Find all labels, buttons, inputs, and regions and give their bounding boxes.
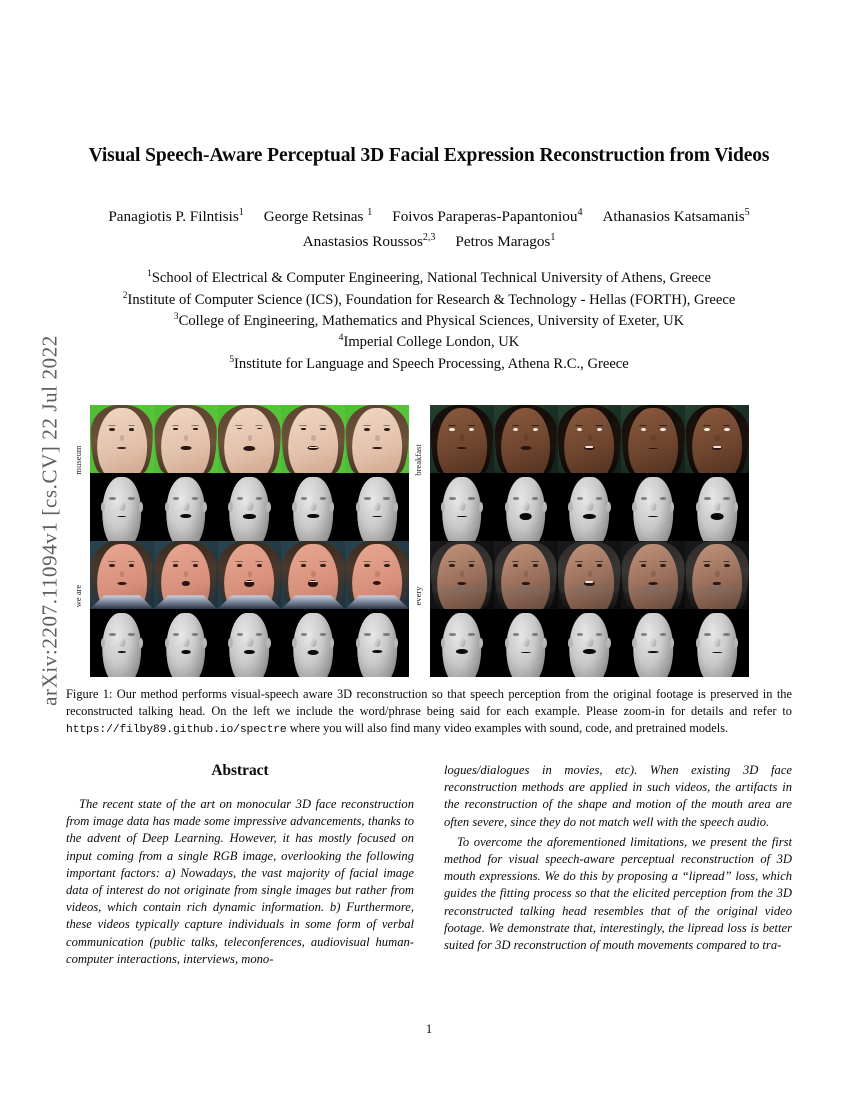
abstract-paragraph: The recent state of the art on monocular 3D face reconstruction from image data has made some impressive advancements, thanks to the advent of Deep Learning. However, it has mostly focused on input coming from a single RGB image, overlooking the following important factors: a) Nowadays, the vast majority of facial image data of interest do not originate from single images but rather from videos, which contain rich dynamic information. b) Furthermore, these videos typically capture individuals in some form of verbal communication (public talks, teleconferences, audiovisual human-computer interactions, interviews, mono- (66, 797, 414, 966)
figure-cell (345, 541, 409, 609)
figure-cell (494, 473, 558, 541)
figure-cell (90, 609, 154, 677)
author-affiliation-marker: 1 (238, 206, 244, 218)
affiliation-marker: 4 (338, 332, 344, 344)
figure-cell (345, 473, 409, 541)
author-name: Athanasios Katsamanis (602, 207, 745, 225)
affiliation-item (66, 290, 792, 311)
author-affiliation-marker: 4 (577, 206, 583, 218)
author-entry (108, 205, 243, 230)
figure-row-mesh-we-are (90, 609, 409, 677)
figure-cell (281, 541, 345, 609)
author-entry (392, 205, 582, 230)
author-row-2 (66, 230, 792, 255)
author-entry (264, 205, 373, 230)
author-name: Anastasios Roussos (302, 232, 423, 250)
author-affiliation-marker: 1 (367, 206, 373, 218)
figure-row-label-every: every (413, 586, 423, 606)
author-name: Panagiotis P. Filntisis (108, 207, 239, 225)
page-title: Visual Speech-Aware Perceptual 3D Facial Expression Reconstruction from Videos (88, 145, 770, 166)
abstract-column-left (66, 762, 414, 968)
affiliation-text: Institute for Language and Speech Processing, Athena R.C., Greece (234, 355, 629, 372)
affiliation-item (66, 311, 792, 332)
affiliation-marker: 1 (147, 268, 152, 280)
abstract-paragraph: To overcome the aforementioned limitations, we present the first method for visual speech-aware perceptual reconstruction of 3D mouth expressions. We do this by proposing a “lipread” loss, which guides the fitting process so that the elicited perception from the 3D reconstructed talking head resembles that of the original video footage. We demonstrate that, interestingly, the lipread loss is better suited for 3D reconstruction of mouth movements compared to tra- (444, 834, 792, 952)
abstract-column-right (444, 762, 792, 954)
figure-caption-url[interactable]: https://filby89.github.io/spectre (66, 723, 287, 736)
figure-cell (90, 405, 154, 473)
figure-cell (685, 405, 749, 473)
figure-cell (430, 609, 494, 677)
figure-cell (558, 541, 622, 609)
figure-cell (154, 473, 218, 541)
abstract-heading: Abstract (211, 762, 269, 779)
figure-cell (494, 405, 558, 473)
figure-cell (558, 405, 622, 473)
figure-row-mesh-museum (90, 473, 409, 541)
figure-row-label-breakfast: breakfast (413, 444, 423, 476)
author-entry (303, 230, 436, 255)
affiliation-list (66, 268, 792, 375)
arxiv-stamp-text: arXiv:2207.11094v1 [cs.CV] 22 Jul 2022 (37, 335, 62, 706)
figure-row-mesh-breakfast (430, 473, 749, 541)
paper-page (66, 0, 792, 1100)
figure-cell (218, 473, 282, 541)
figure-cell (345, 405, 409, 473)
author-list (66, 205, 792, 254)
author-affiliation-marker: 5 (744, 206, 750, 218)
figure-cell (430, 405, 494, 473)
author-row-1 (66, 205, 792, 230)
figure-cell (90, 473, 154, 541)
affiliation-marker: 2 (122, 289, 128, 301)
figure-cell (218, 609, 282, 677)
affiliation-marker: 5 (229, 354, 235, 366)
figure-cell (430, 473, 494, 541)
figure-cell (621, 609, 685, 677)
author-entry (602, 205, 749, 230)
affiliation-text: Institute of Computer Science (ICS), Foundation for Research & Technology - Hellas (FORTH), Greece (127, 291, 736, 308)
figure-cell (154, 541, 218, 609)
figure-cell (281, 473, 345, 541)
figure-cell (430, 541, 494, 609)
figure-row-label-museum: museum (73, 445, 83, 475)
figure-cell (154, 405, 218, 473)
figure-row-video-we-are (90, 541, 409, 609)
affiliation-marker: 3 (173, 311, 179, 323)
figure-cell (685, 541, 749, 609)
figure-cell (154, 609, 218, 677)
abstract-section (66, 762, 792, 1022)
figure-cell (621, 473, 685, 541)
affiliation-item (66, 354, 792, 375)
abstract-body-left (66, 796, 414, 968)
abstract-paragraph: logues/dialogues in movies, etc). When existing 3D face reconstruction methods are applied in such videos, the artifacts in the reconstruction of the shape and motion of the mouth area are often severe, since they do not match well with the speech audio. (444, 763, 792, 829)
figure-row-video-every (430, 541, 749, 609)
figure-row-video-museum (90, 405, 409, 473)
author-name: Foivos Paraperas-Papantoniou (392, 207, 578, 225)
figure-cell (345, 609, 409, 677)
figure-cell (494, 541, 558, 609)
figure-1 (66, 405, 792, 677)
affiliation-text: Imperial College London, UK (343, 334, 520, 351)
figure-cell (621, 405, 685, 473)
figure-row-mesh-every (430, 609, 749, 677)
figure-cell (281, 405, 345, 473)
figure-panel-right (430, 405, 749, 677)
abstract-body-right (444, 762, 792, 954)
figure-row-label-we-are: we are (73, 584, 83, 608)
author-entry (455, 230, 555, 255)
figure-cell (218, 405, 282, 473)
figure-cell (685, 473, 749, 541)
figure-cell (558, 609, 622, 677)
affiliation-item (66, 332, 792, 353)
figure-cell (621, 541, 685, 609)
figure-panel-left (90, 405, 409, 677)
figure-caption-part2: where you will also find many video examples with sound, code, and pretrained models. (286, 720, 729, 735)
affiliation-text: School of Electrical & Computer Engineering, National Technical University of Athens, Greece (151, 270, 711, 287)
figure-cell (494, 609, 558, 677)
figure-cell (90, 541, 154, 609)
figure-cell (685, 609, 749, 677)
affiliation-item (66, 268, 792, 289)
page-number: 1 (425, 1022, 433, 1036)
figure-row-video-breakfast (430, 405, 749, 473)
author-name: George Retsinas (263, 207, 364, 225)
affiliation-text: College of Engineering, Mathematics and Physical Sciences, University of Exeter, UK (178, 313, 685, 330)
author-affiliation-marker: 1 (550, 231, 556, 243)
figure-cell (218, 541, 282, 609)
figure-cell (281, 609, 345, 677)
arxiv-stamp (0, 0, 62, 1100)
figure-caption (66, 686, 792, 738)
figure-cell (558, 473, 622, 541)
figure-caption-part1: Figure 1: Our method performs visual-speech aware 3D reconstruction so that speech perception from the original footage is preserved in the reconstructed talking head. On the left we include the word/phrase being said for each example. Please zoom-in for details and refer to (66, 687, 792, 718)
author-affiliation-marker: 2,3 (422, 231, 436, 243)
author-name: Petros Maragos (455, 232, 551, 250)
